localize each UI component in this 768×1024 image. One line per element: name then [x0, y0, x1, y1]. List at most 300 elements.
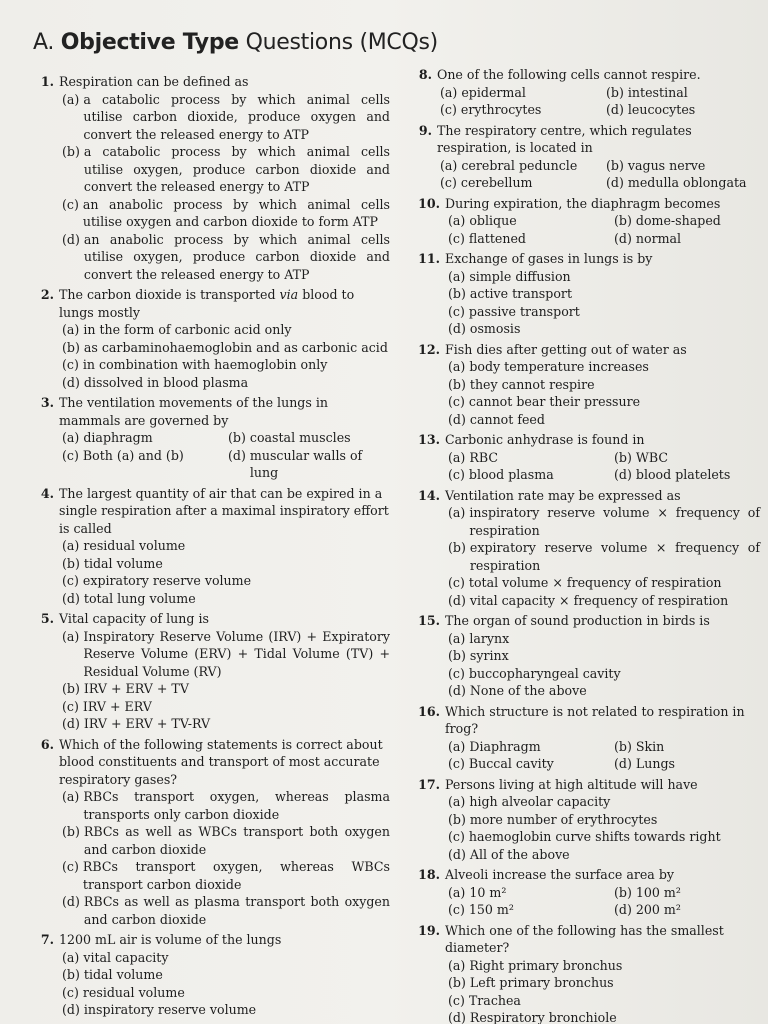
option-item [62, 537, 390, 555]
question-item [418, 122, 760, 192]
question-stem [418, 66, 760, 84]
question-text: Fish dies after getting out of water as [445, 341, 687, 357]
question-item [418, 341, 760, 429]
option-item [448, 665, 760, 683]
option-item [448, 793, 760, 811]
option-item [448, 466, 610, 484]
option-text: vital capacity × frequency of respiration [469, 592, 729, 608]
option-text: Lungs [635, 756, 676, 771]
right-column [418, 66, 760, 1024]
option-item [62, 429, 224, 447]
option-text: vagus nerve [627, 157, 706, 173]
option-label: (b) [62, 555, 80, 571]
option-item [606, 174, 760, 192]
option-list [62, 321, 390, 391]
option-item [448, 212, 610, 230]
option-label: (c) [448, 756, 465, 771]
option-text: simple diffusion [469, 268, 571, 284]
option-item [448, 811, 760, 829]
question-stem [418, 122, 760, 157]
option-item [62, 984, 390, 1002]
option-text: None of the above [469, 683, 587, 698]
option-list [62, 788, 390, 928]
question-number: 3. [40, 395, 54, 410]
question-number: 14. [418, 487, 440, 503]
question-stem [40, 394, 390, 429]
option-text: residual volume [83, 538, 186, 553]
option-label: (d) [62, 1002, 80, 1017]
option-label: (c) [448, 665, 465, 681]
option-label: (d) [228, 447, 246, 463]
option-label: (a) [448, 213, 466, 228]
option-text: Buccal cavity [468, 756, 554, 771]
option-item [448, 539, 760, 574]
option-text: dissolved in blood plasma [83, 374, 249, 390]
option-text: cerebellum [460, 175, 533, 190]
option-label: (b) [606, 157, 624, 173]
option-item [62, 949, 390, 967]
question-stem [40, 931, 390, 949]
option-text: they cannot respire [469, 376, 595, 392]
option-label: (d) [606, 175, 624, 190]
option-item [62, 966, 390, 984]
option-item [448, 901, 610, 919]
option-label: (a) [448, 359, 466, 374]
option-item [448, 738, 610, 756]
option-list [448, 884, 760, 919]
option-label: (b) [448, 811, 466, 827]
option-item [614, 466, 760, 484]
left-column [40, 73, 390, 1022]
option-label: (d) [62, 590, 80, 606]
option-item [228, 447, 390, 482]
option-text: inspiratory reserve volume [83, 1002, 257, 1017]
question-text: Persons living at high altitude will have [445, 776, 698, 792]
option-item [62, 788, 390, 823]
option-item [614, 884, 760, 902]
option-label: (d) [448, 592, 466, 608]
question-text: Alveoli increase the surface area by [445, 867, 674, 882]
option-text: RBCs transport oxygen, whereas plasma transports only carbon dioxide [83, 789, 390, 822]
option-label: (a) [448, 630, 466, 646]
option-text: active transport [469, 286, 572, 301]
option-text: intestinal [627, 84, 688, 100]
question-item [418, 487, 760, 610]
option-text: vital capacity [83, 949, 169, 965]
option-item [614, 230, 760, 248]
option-item [448, 846, 760, 864]
question-text: The carbon dioxide is transported via blood to lungs mostly [59, 287, 355, 320]
option-list [448, 793, 760, 863]
question-stem [40, 485, 390, 538]
option-list [448, 449, 760, 484]
option-label: (c) [62, 447, 79, 463]
question-item [40, 73, 390, 283]
option-list [62, 537, 390, 607]
option-label: (a) [62, 430, 80, 445]
option-label: (c) [62, 984, 79, 1000]
option-text: Respiratory bronchiole [469, 1010, 617, 1024]
option-item [448, 358, 760, 376]
option-label: (b) [614, 449, 632, 465]
option-text: cannot bear their pressure [468, 394, 641, 409]
option-label: (d) [62, 231, 80, 247]
option-label: (d) [448, 846, 466, 862]
option-text: an anabolic process by which animal cells utilise oxygen and carbon dioxide to form ATP [82, 196, 390, 229]
option-text: cerebral peduncle [461, 157, 578, 173]
option-label: (c) [448, 467, 465, 482]
option-label: (b) [448, 540, 466, 555]
option-text: WBC [635, 449, 668, 465]
option-label: (a) [62, 628, 80, 644]
option-text: total lung volume [83, 590, 196, 606]
option-label: (b) [62, 339, 80, 355]
option-label: (b) [62, 144, 80, 159]
option-text: Inspiratory Reserve Volume (IRV) + Expiratory Reserve Volume (ERV) + Tidal Volume (TV) + Residual Volume (RV) [83, 628, 390, 679]
question-text: The respiratory centre, which regulates respiration, is located in [437, 122, 692, 155]
option-label: (a) [62, 538, 80, 553]
question-item [40, 485, 390, 608]
option-item [606, 84, 760, 102]
option-label: (a) [448, 449, 466, 465]
option-text: as carbaminohaemoglobin and as carbonic acid [83, 339, 388, 355]
option-text: oblique [469, 213, 517, 228]
option-label: (c) [448, 394, 465, 409]
option-text: cannot feed [469, 411, 545, 427]
option-label: (b) [614, 738, 632, 754]
option-label: (c) [448, 992, 465, 1008]
question-text: Which of the following statements is correct about blood constituents and transport of most accurate respiratory gases? [59, 736, 383, 787]
heading-bold: Objective Type [60, 30, 239, 55]
question-number: 11. [418, 251, 440, 266]
option-label: (a) [62, 322, 80, 337]
option-item [448, 320, 760, 338]
question-number: 19. [418, 922, 440, 938]
question-text: The ventilation movements of the lungs in mammals are governed by [59, 395, 328, 428]
option-text: Right primary bronchus [469, 957, 623, 973]
option-list [448, 212, 760, 247]
option-text: Trachea [468, 992, 521, 1008]
question-item [418, 866, 760, 919]
option-item [448, 592, 760, 610]
option-text: in combination with haemoglobin only [82, 357, 328, 372]
option-item [62, 374, 390, 392]
option-label: (d) [448, 321, 466, 336]
option-label: (b) [62, 824, 80, 839]
question-item [418, 776, 760, 864]
option-text: a catabolic process by which animal cells utilise carbon dioxide, produce oxygen and convert the released energy to ATP [83, 91, 390, 142]
option-item [62, 447, 224, 482]
option-item [440, 174, 602, 192]
option-item [62, 356, 390, 374]
question-number: 12. [418, 341, 440, 357]
question-text: The organ of sound production in birds is [445, 613, 710, 628]
option-label: (a) [448, 505, 466, 520]
option-item [62, 143, 390, 196]
option-label: (c) [62, 196, 79, 212]
question-item [40, 931, 390, 1019]
question-number: 13. [418, 432, 440, 447]
option-label: (d) [62, 716, 80, 731]
question-text: The largest quantity of air that can be expired in a single respiration after a maximal inspiratory effort is called [59, 485, 389, 536]
question-item [418, 431, 760, 484]
question-text: Vital capacity of lung is [59, 611, 209, 626]
option-item [62, 339, 390, 357]
option-label: (b) [448, 975, 466, 990]
option-text: expiratory reserve volume [82, 573, 252, 588]
option-label: (c) [448, 230, 465, 246]
option-label: (c) [62, 859, 79, 874]
question-stem [418, 487, 760, 505]
option-label: (a) [62, 789, 80, 804]
option-text: IRV + ERV [82, 698, 152, 714]
option-list [62, 91, 390, 284]
option-text: RBCs as well as plasma transport both oxygen and carbon dioxide [83, 894, 390, 927]
question-number: 10. [418, 195, 440, 211]
option-item [62, 628, 390, 681]
option-label: (d) [614, 756, 632, 771]
option-item [62, 572, 390, 590]
option-text: epidermal [461, 84, 526, 100]
option-item [606, 101, 760, 119]
option-text: RBCs transport oxygen, whereas WBCs transport carbon dioxide [82, 859, 390, 892]
option-label: (c) [448, 575, 465, 590]
option-item [448, 630, 760, 648]
option-text: more number of erythrocytes [469, 811, 658, 827]
option-item [448, 755, 610, 773]
option-label: (b) [228, 430, 246, 445]
question-number: 1. [40, 74, 54, 89]
option-item [448, 1009, 760, 1024]
option-label: (b) [448, 286, 466, 301]
option-item [448, 884, 610, 902]
question-item [418, 703, 760, 773]
question-number: 7. [40, 932, 54, 947]
option-item [62, 823, 390, 858]
question-stem [418, 612, 760, 630]
option-text: an anabolic process by which animal cells utilise oxygen, produce carbon dioxide and convert the released energy to ATP [83, 231, 390, 282]
question-item [40, 736, 390, 929]
option-item [448, 376, 760, 394]
option-label: (c) [440, 175, 457, 190]
option-text: osmosis [469, 321, 521, 336]
question-text: 1200 mL air is volume of the lungs [59, 932, 282, 947]
question-item [40, 286, 390, 391]
option-text: buccopharyngeal cavity [468, 665, 621, 681]
option-list [62, 628, 390, 733]
option-item [448, 957, 760, 975]
question-number: 5. [40, 611, 54, 626]
option-text: in the form of carbonic acid only [83, 322, 292, 337]
question-item [418, 250, 760, 338]
option-label: (d) [606, 102, 624, 117]
option-label: (a) [448, 884, 466, 900]
option-item [448, 682, 760, 700]
option-list [448, 358, 760, 428]
question-stem [418, 431, 760, 449]
option-label: (d) [614, 230, 632, 246]
option-label: (a) [448, 738, 466, 754]
option-item [440, 101, 602, 119]
option-text: Skin [635, 738, 665, 754]
option-item [440, 84, 602, 102]
option-item [614, 449, 760, 467]
question-number: 16. [418, 703, 440, 719]
option-text: a catabolic process by which animal cells utilise oxygen, produce carbon dioxide and convert the released energy to ATP [83, 144, 390, 194]
option-item [62, 231, 390, 284]
option-item [62, 1001, 390, 1019]
question-number: 8. [418, 67, 432, 82]
heading-prefix: A. [33, 30, 55, 55]
option-label: (c) [440, 102, 457, 117]
question-stem [418, 341, 760, 359]
option-text: leucocytes [627, 102, 696, 117]
option-item [448, 574, 760, 592]
question-stem [418, 703, 760, 738]
option-item [448, 504, 760, 539]
option-item [614, 738, 760, 756]
option-text: syrinx [469, 648, 509, 663]
question-item [418, 612, 760, 700]
option-text: Left primary bronchus [469, 975, 614, 990]
option-label: (a) [448, 794, 466, 809]
option-text: diaphragm [83, 430, 153, 445]
option-label: (a) [440, 84, 458, 100]
option-text: Both (a) and (b) [82, 447, 184, 463]
option-item [62, 858, 390, 893]
question-item [40, 610, 390, 733]
option-text: 150 m² [468, 902, 514, 917]
question-text: Exchange of gases in lungs is by [445, 251, 653, 266]
option-text: muscular walls of lung [249, 447, 363, 480]
option-text: RBC [469, 449, 498, 465]
question-number: 9. [418, 122, 432, 138]
option-text: tidal volume [83, 555, 163, 571]
option-text: high alveolar capacity [469, 794, 611, 809]
option-label: (b) [614, 884, 632, 900]
option-list [62, 949, 390, 1019]
question-stem [40, 610, 390, 628]
option-label: (b) [62, 967, 80, 982]
option-text: dome-shaped [635, 213, 721, 228]
option-label: (c) [62, 698, 79, 714]
question-item [418, 195, 760, 248]
option-text: 100 m² [635, 884, 681, 900]
option-text: tidal volume [83, 967, 163, 982]
option-item [62, 590, 390, 608]
option-list [448, 738, 760, 773]
option-list [448, 957, 760, 1024]
option-list [448, 268, 760, 338]
question-stem [40, 736, 390, 789]
option-item [448, 268, 760, 286]
option-text: expiratory reserve volume × frequency of respiration [469, 540, 760, 573]
section-heading [33, 30, 438, 55]
option-item [448, 449, 610, 467]
option-item [448, 992, 760, 1010]
option-label: (b) [448, 376, 466, 392]
option-text: larynx [469, 630, 510, 646]
option-label: (d) [448, 411, 466, 427]
option-item [62, 893, 390, 928]
option-text: 10 m² [469, 884, 507, 900]
option-item [614, 755, 760, 773]
option-label: (c) [448, 303, 465, 319]
option-text: blood plasma [468, 467, 554, 482]
option-item [448, 393, 760, 411]
question-stem [418, 250, 760, 268]
option-label: (a) [440, 157, 458, 173]
question-stem [418, 866, 760, 884]
option-text: All of the above [469, 846, 570, 862]
option-item [448, 285, 760, 303]
question-number: 15. [418, 613, 440, 628]
question-number: 6. [40, 736, 54, 752]
option-item [614, 212, 760, 230]
option-item [62, 555, 390, 573]
option-list [62, 429, 390, 482]
option-list [448, 630, 760, 700]
question-number: 4. [40, 485, 54, 501]
option-item [62, 680, 390, 698]
option-text: Diaphragm [469, 738, 541, 754]
option-label: (b) [448, 648, 466, 663]
option-list [448, 504, 760, 609]
option-label: (b) [62, 681, 80, 696]
option-text: residual volume [82, 984, 185, 1000]
option-item [62, 321, 390, 339]
option-label: (d) [448, 1010, 466, 1024]
question-item [418, 66, 760, 119]
option-label: (c) [62, 357, 79, 372]
heading-rest: Questions (MCQs) [245, 30, 438, 55]
question-text: Ventilation rate may be expressed as [445, 487, 681, 503]
question-stem [40, 73, 390, 91]
option-text: inspiratory reserve volume × frequency of respiration [469, 505, 760, 538]
question-stem [418, 922, 760, 957]
option-label: (a) [448, 957, 466, 973]
option-label: (a) [448, 268, 466, 284]
option-text: IRV + ERV + TV [83, 681, 189, 696]
option-label: (d) [614, 467, 632, 482]
option-item [448, 647, 760, 665]
option-item [448, 230, 610, 248]
option-text: body temperature increases [469, 359, 649, 374]
option-label: (a) [62, 949, 80, 965]
option-item [62, 715, 390, 733]
question-text: Carbonic anhydrase is found in [445, 432, 645, 447]
question-number: 18. [418, 867, 440, 882]
option-text: haemoglobin curve shifts towards right [468, 829, 721, 844]
option-text: coastal muscles [249, 430, 351, 445]
question-number: 2. [40, 287, 54, 302]
question-item [418, 922, 760, 1024]
option-text: 200 m² [635, 902, 681, 917]
question-text: One of the following cells cannot respire. [437, 67, 701, 82]
option-label: (c) [62, 573, 79, 588]
option-label: (a) [62, 91, 80, 107]
question-stem [40, 286, 390, 321]
option-item [62, 196, 390, 231]
option-item [62, 698, 390, 716]
option-item [448, 303, 760, 321]
option-item [614, 901, 760, 919]
option-text: normal [635, 230, 682, 246]
option-list [440, 84, 760, 119]
option-text: blood platelets [635, 467, 731, 482]
option-text: passive transport [468, 303, 580, 319]
option-label: (b) [614, 213, 632, 228]
